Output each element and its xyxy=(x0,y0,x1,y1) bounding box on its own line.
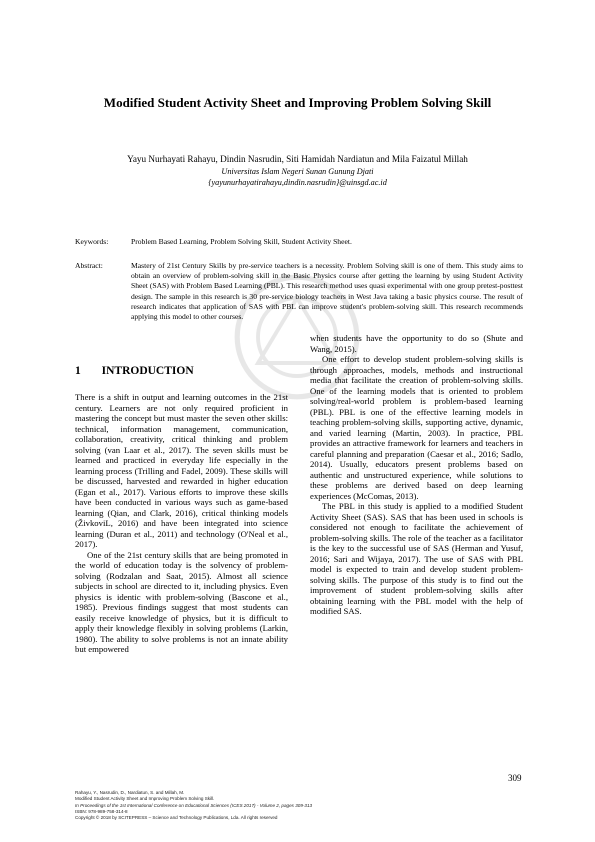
footer-citation xyxy=(75,790,525,821)
section-number: 1 xyxy=(75,365,81,377)
body-paragraph: One effort to develop student problem-solving skills is through approaches, models, methods and instructional media that facilitate the creation of problem-solving skills. One of the learning models that is oriented to problem solving/real-world problem is problem-based learning (PBL). PBL is one of the effective learning models in teaching problem-solving skills, supporting active, dynamic, and varied learning (Martin, 2003). In practice, PBL provides an attractive framework for learners and teachers in careful planning and preparation (Caesar et al., 2016; Sadlo, 2014). Usually, educators present problems based on authentic and unstructured experience, while solutions to these problems are derived based on deep learning experiences (McComas, 2013). xyxy=(310,354,523,501)
footer-authors: Rahayu, Y., Nasrudin, D., Nardiatun, S. and Millah, M. xyxy=(75,790,185,795)
footer-paper-title: Modified Student Activity Sheet and Improving Problem Solving Skill. xyxy=(75,796,215,802)
section-title: INTRODUCTION xyxy=(101,365,194,377)
abstract-label: Abstract: xyxy=(75,261,103,270)
section-heading xyxy=(75,365,194,377)
abstract-text: Mastery of 21st Century Skills by pre-service teachers is a necessity. Problem Solving skill is one of them. This study aims to obtain an overview of problem-solving skill in the Basic Physics course after getting the learning by using Student Activity Sheet (SAS) with Problem Based Learning (PBL). This research method uses quasi experimental with one group pretest-posttest design. The sample in this research is 30 pre-service biology teachers in West Java taking a basic physics course. The result of research indicates that application of SAS with PBL can improve student's problem-solving skill. This research recommends applying this model to other courses. xyxy=(131,261,523,322)
keywords-text: Problem Based Learning, Problem Solving Skill, Student Activity Sheet. xyxy=(131,237,352,246)
footer-isbn: ISBN: 978-989-758-314-8 xyxy=(75,808,128,814)
left-column xyxy=(75,392,288,655)
author-list: Yayu Nurhayati Rahayu, Dindin Nasrudin, Siti Hamidah Nardiatun and Mila Faizatul Millah xyxy=(127,154,468,164)
body-paragraph: One of the 21st century skills that are being promoted in the world of education today is the solvency of problem-solving (Rodzalan and Saat, 2015). Almost all science subjects in school are directed to it, including physics. Even physics is identic with problem-solving (Bascone et al., 1985). Previous findings suggest that most students can easily receive knowledge of physics, but it is difficult to apply their knowledge flexibly in solving problems (Larkin, 1980). The ability to solve problems is not an innate ability but empowered xyxy=(75,549,288,654)
affiliation: Universitas Islam Negeri Sunan Gunung Djati xyxy=(221,167,374,176)
body-paragraph: The PBL in this study is applied to a modified Student Activity Sheet (SAS). SAS that has been used in schools is considered not enough to facilitate the achievement of problem-solving skills. The role of the teacher as a facilitator is the key to the successful use of SAS (Herman and Yusuf, 2016; Sari and Wijaya, 2017). The use of SAS with PBL model is expected to train and develop student problem-solving skills. The purpose of this study is to find out the improvement of student problem-solving skills after obtaining learning with the PBL model with the help of modified SAS. xyxy=(310,501,523,616)
author-emails: {yayunurhayatirahayu,dindin.nasrudin}@uinsgd.ac.id xyxy=(208,178,387,187)
footer-proceedings: In Proceedings of the 1st International Conference on Educational Sciences (ICES 2017) - Volume 2, pages 309-313 xyxy=(75,802,313,808)
footer-copyright: Copyright © 2018 by SCITEPRESS – Science and Technology Publications, Lda. All rights reserved xyxy=(75,815,278,821)
body-paragraph: when students have the opportunity to do so (Shute and Wang, 2015). xyxy=(310,333,523,354)
right-column xyxy=(310,333,523,617)
body-paragraph: There is a shift in output and learning outcomes in the 21st century. Learners are not only required proficient in mastering the concept but must master the seven other skills: technical, information management, communication, collaboration, creativity, critical thinking and problem solving (van Laar et al., 2017). The seven skills must be learned and practiced in everyday life especially in the learning process (Trilling and Fadel, 2009). These skills will be discussed, harvested and rewarded in higher education (Egan et al., 2017). Various efforts to improve these skills have been conducted in various ways such as game-based learning (Qian, and Clark, 2016), critical thinking models (ŽivkoviL, 2016) and have been integrated into science learning (Duran et al., 2011) and technology (O'Neal et al., 2017). xyxy=(75,392,288,549)
keywords-label: Keywords: xyxy=(75,237,109,246)
paper-title: Modified Student Activity Sheet and Improving Problem Solving Skill xyxy=(103,95,492,110)
page-number: 309 xyxy=(508,773,522,783)
